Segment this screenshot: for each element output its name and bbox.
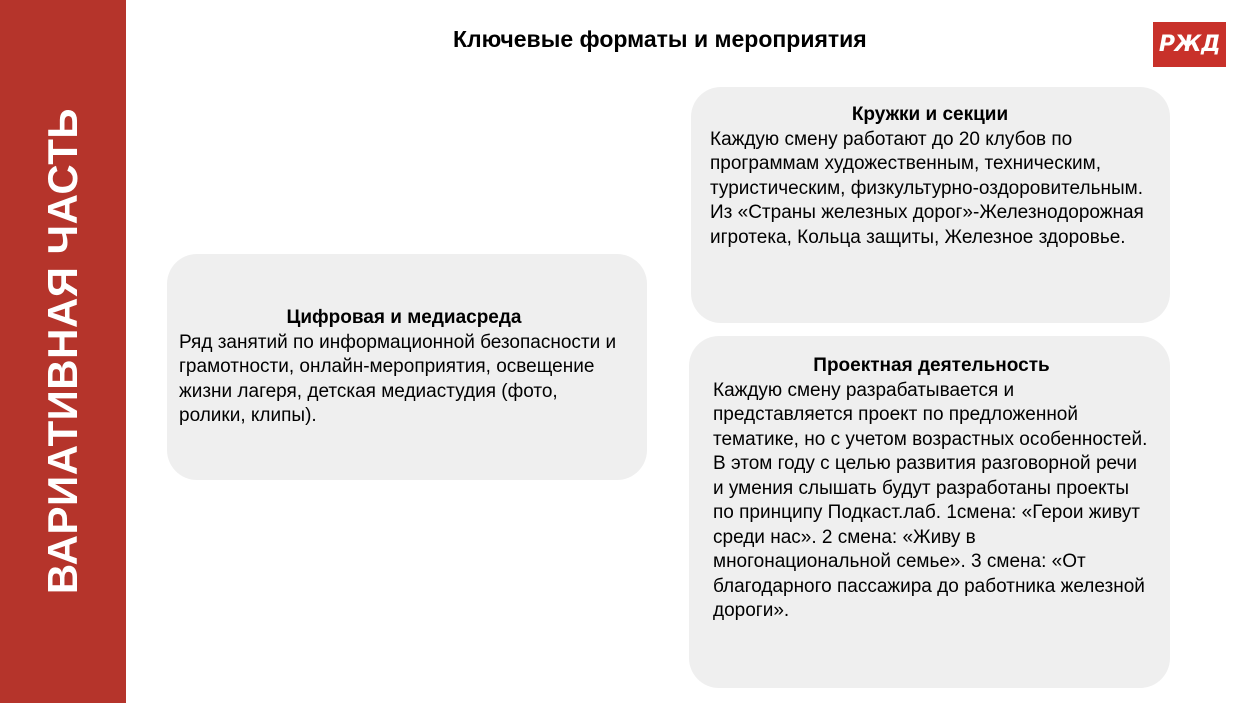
card-text: Ряд занятий по информационной безопасности и грамотности, онлайн-мероприятия, освещение жизни лагеря, детская медиастудия (фото, ролики, клипы). [179, 331, 617, 426]
rzd-logo: РЖД [1153, 22, 1226, 67]
card-digital-media [167, 254, 647, 480]
side-band [0, 0, 126, 703]
card-title: Кружки и секции [851, 104, 1009, 125]
card-title: Цифровая и медиасреда [286, 307, 522, 328]
page-title: Ключевые форматы и мероприятия [453, 26, 867, 52]
card-title: Проектная деятельность [813, 355, 1050, 376]
side-label: ВАРИАТИВНАЯ ЧАСТЬ [39, 107, 86, 595]
card-project-activity [689, 336, 1170, 688]
card-clubs-sections [691, 87, 1170, 323]
card-text: Каждую смену разрабатывается и представляется проект по предложенной тематике, но с учетом возрастных особенностей. В этом году с целью развития разговорной речи и умения слышать будут разработаны проекты по принципу Подкаст.лаб. 1смена: «Герои живут среди нас». 2 смена: «Живу в многонациональной семье». 3 смена: «От благодарного пассажира до работника железной дороги». [713, 379, 1148, 621]
card-text: Каждую смену работают до 20 клубов по программам художественным, техническим, туристическим, физкультурно-оздоровительным. Из «Страны железных дорог»-Железнодорожная игротека, Кольца защиты, Железное здоровье. [710, 128, 1144, 248]
